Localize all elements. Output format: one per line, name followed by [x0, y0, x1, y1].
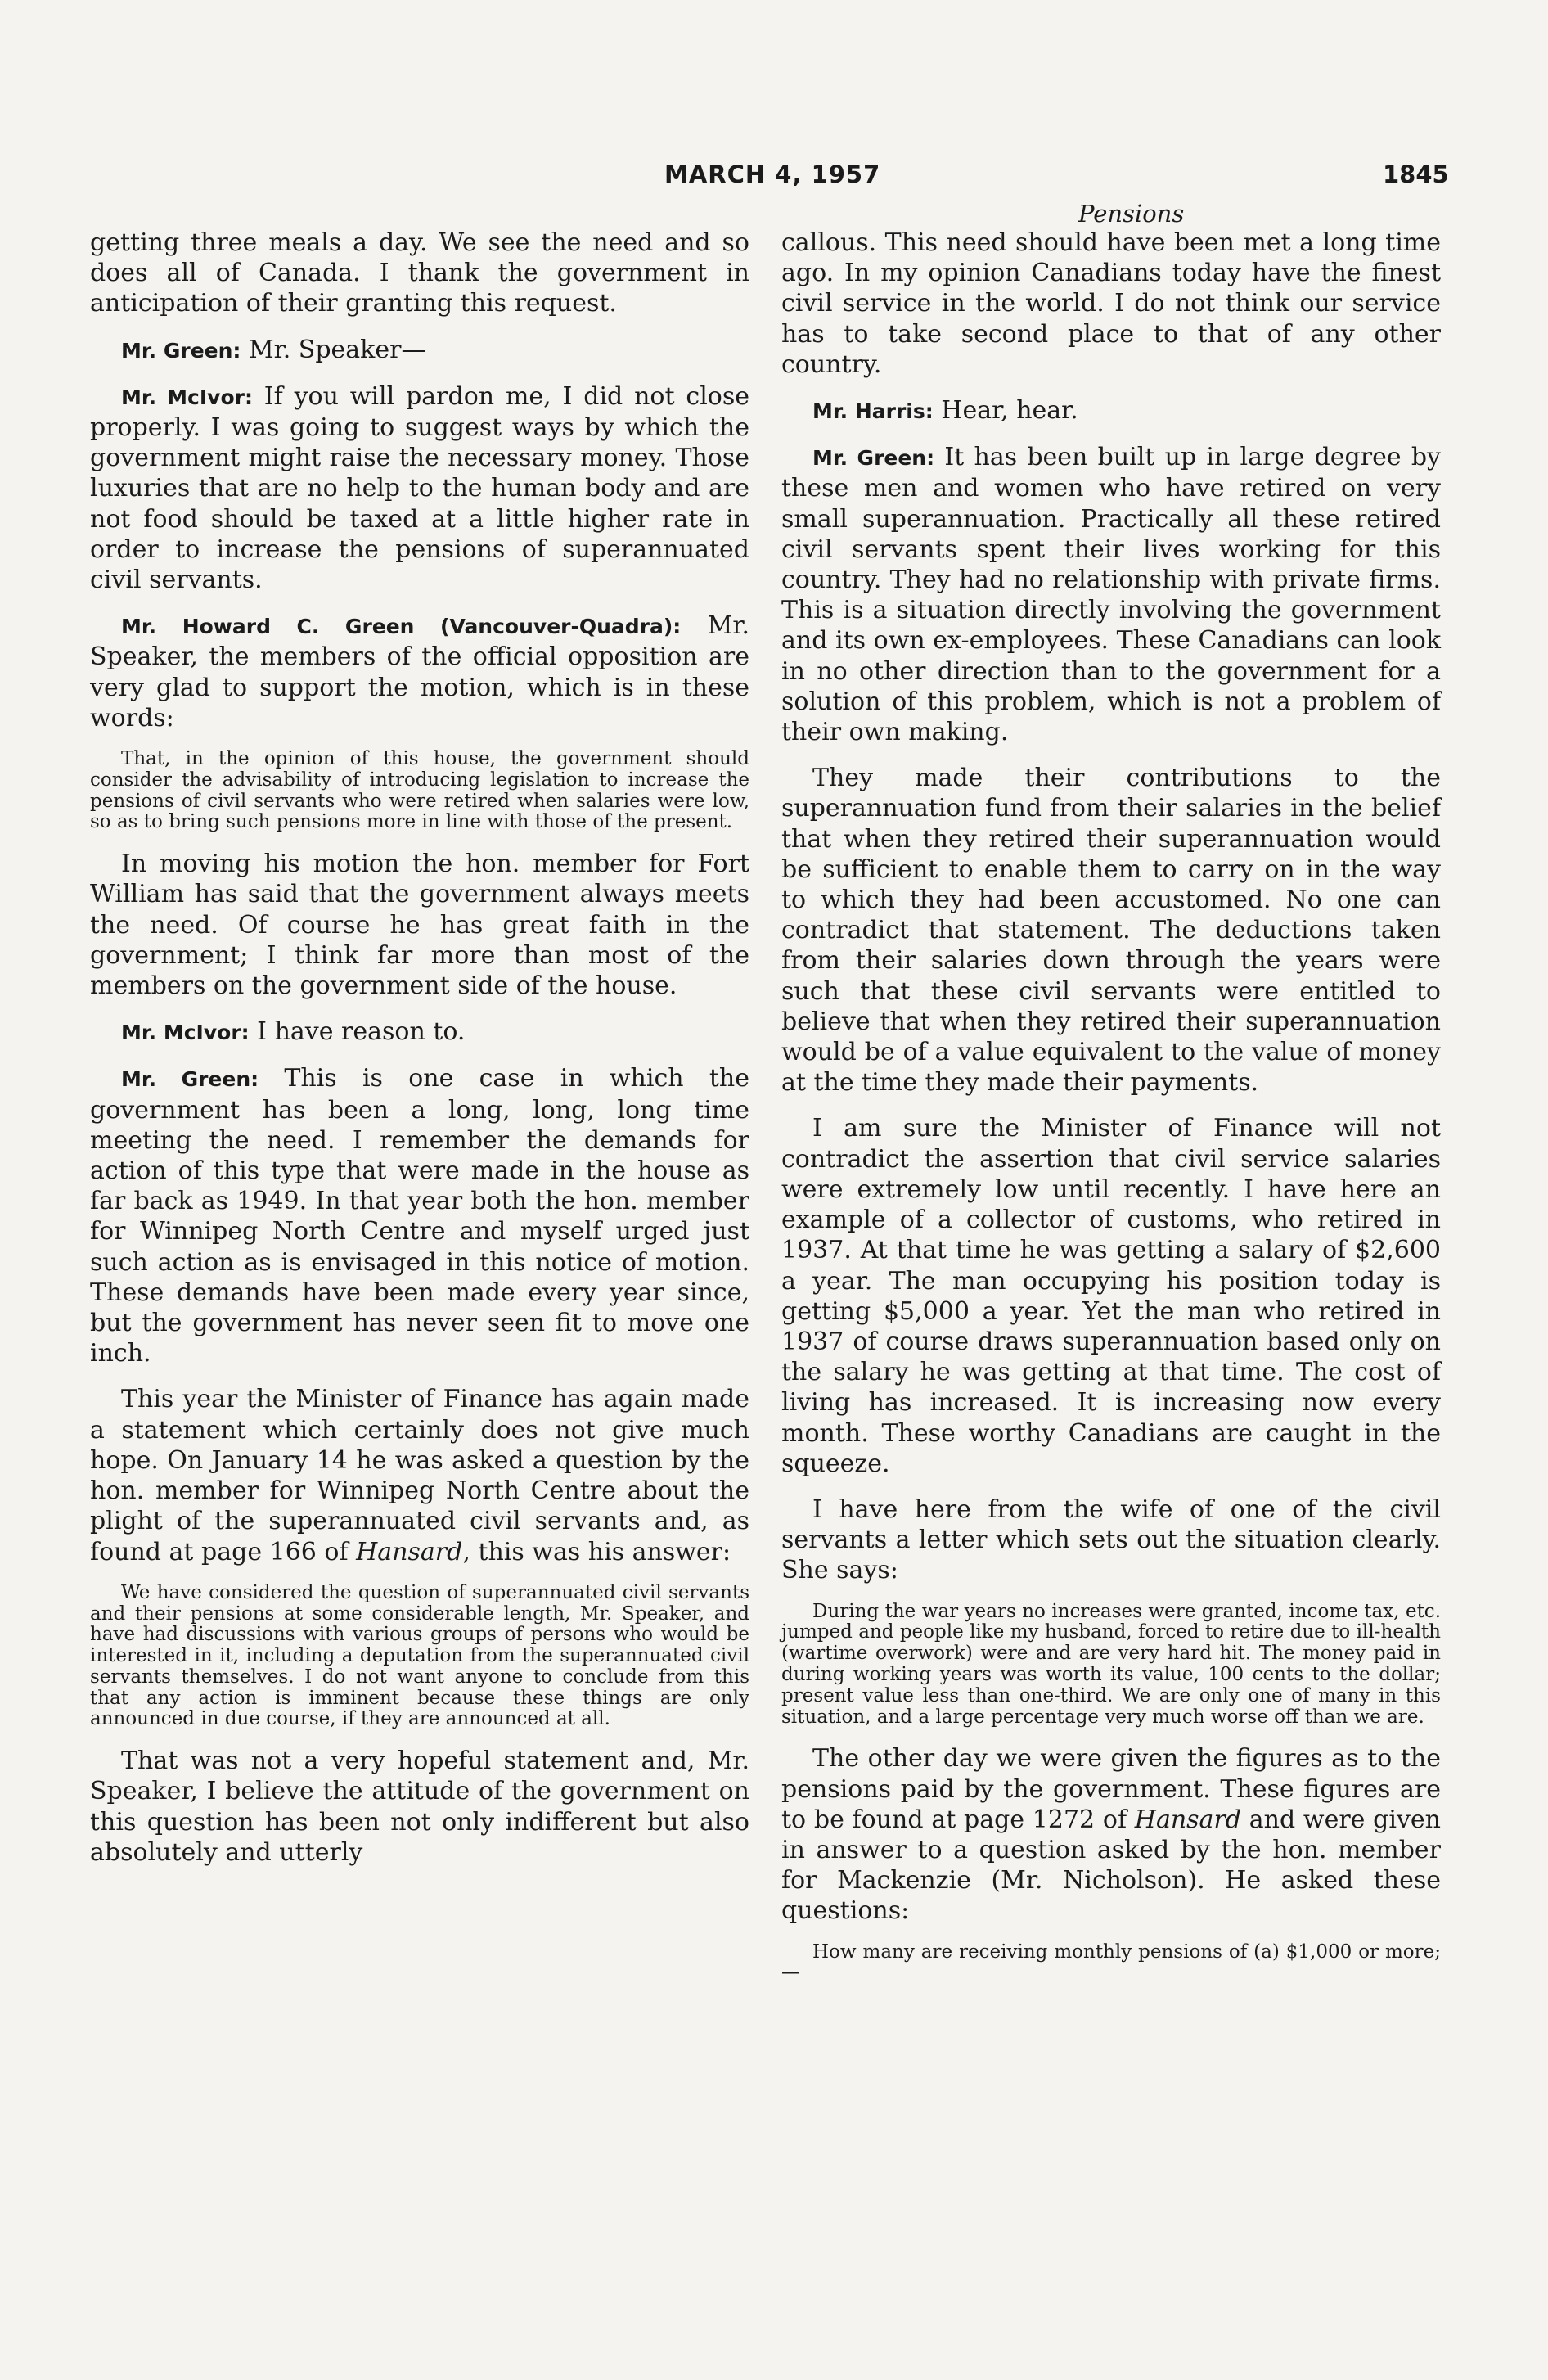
speaker-name: Mr. Howard C. Green (Vancouver-Quadra):: [121, 615, 682, 639]
paragraph: I am sure the Minister of Finance will not contradict the assertion that civil service salaries were extremely low until recently. I have here an example of a collector of customs, who retired in 1937. At that time he was getting a salary of $2,600 a year. The man occupying his position today is getting $5,000 a year. Yet the man who retired in 1937 of course draws superannuation based only on the salary he was getting at that time. The cost of living has increased. It is increasing now every month. These worthy Canadians are caught in the squeeze.: [781, 1114, 1441, 1478]
letter-quote: During the war years no increases were granted, income tax, etc. jumped and people like my husband, forced to retire due to ill-health (wartime overwork) were and are very hard hit. The money paid in during working years was worth its value, 100 cents to the dollar; present value less than one-third. We are only one of many in this situation, and a large percentage very much worse off than we are.: [781, 1600, 1441, 1728]
speaker-name: Mr. McIvor:: [121, 1021, 250, 1045]
paragraph: callous. This need should have been met a long time ago. In my opinion Canadians today have the finest civil service in the world. I do not think our service has to take second place to that of any other country.: [781, 228, 1441, 379]
motion-quote: That, in the opinion of this house, the government should consider the advisability of introducing legislation to increase the pensions of civil servants who were retired when salaries were low, so as to bring such pensions more in line with those of the present.: [90, 748, 749, 833]
speech-paragraph: [90, 1016, 749, 1048]
question-quote: How many are receiving monthly pensions of (a) $1,000 or more;—: [781, 1941, 1441, 1984]
paragraph: They made their contributions to the superannuation fund from their salaries in the belief that when they retired their superannuation would be sufficient to enable them to carry on in the way to which they had been accustomed. No one can contradict that statement. The deductions taken from their salaries down through the years were such that these civil servants were entitled to believe that when they retired their superannuation would be of a value equivalent to the value of money at the time they made their payments.: [781, 764, 1441, 1098]
speaker-name: Mr. McIvor:: [121, 385, 253, 409]
page-date: MARCH 4, 1957: [664, 160, 881, 188]
speech-text: Hear, hear.: [933, 396, 1078, 426]
speaker-name: Mr. Green:: [812, 446, 935, 471]
speech-text: Mr. Speaker, the members of the official opposition are very glad to support the motion, which is in these words:: [90, 611, 749, 732]
paragraph-text: This year the Minister of Finance has again made a statement which certainly does not give much hope. On January 14 he was asked a question by the hon. member for Winnipeg North Centre about the plight of the superannuated civil servants and, as found at page 166 of: [90, 1385, 749, 1566]
speech-text: This is one case in which the government has been a long, long, long time meeting the need. I remember the demands for action of this type that were made in the house as far back as 1949. In that year both the hon. member for Winnipeg North Centre and myself urged just such action as is envisaged in this notice of motion. These demands have been made every year since, but the government has never seen fit to move one inch.: [90, 1064, 749, 1368]
paragraph: getting three meals a day. We see the need and so does all of Canada. I thank the government in anticipation of their granting this request.: [90, 228, 749, 318]
paragraph-text: , this was his answer:: [462, 1537, 731, 1566]
paragraph-text: and were given in answer to a question asked by the hon. member for Mackenzie (Mr. Nicholson). He asked these questions:: [781, 1805, 1441, 1926]
hansard-citation: Hansard: [356, 1537, 463, 1566]
speech-text: Mr. Speaker—: [241, 335, 426, 364]
section-title: Pensions: [1078, 200, 1185, 228]
paragraph: [90, 1384, 749, 1566]
speech-text: If you will pardon me, I did not close properly. I was going to suggest ways by which the government might raise the necessary money. Those luxuries that are no help to the human body and are not food should be taxed at a little higher rate in order to increase the pensions of superannuated civil servants.: [90, 381, 749, 595]
hansard-citation: Hansard: [1134, 1805, 1241, 1834]
speaker-name: Mr. Green:: [121, 338, 241, 363]
speaker-name: Mr. Green:: [121, 1067, 259, 1092]
speech-paragraph: [781, 395, 1441, 426]
right-column: [781, 228, 1441, 1999]
speech-text: I have reason to.: [249, 1017, 466, 1047]
paragraph: That was not a very hopeful statement and, Mr. Speaker, I believe the attitude of the government on this question has been not only indifferent but also absolutely and utterly: [90, 1747, 749, 1867]
paragraph: [781, 1743, 1441, 1926]
left-column: [90, 228, 749, 1883]
page-number: 1845: [1383, 160, 1449, 188]
speech-paragraph: [781, 442, 1441, 747]
speech-paragraph: [90, 1063, 749, 1368]
minister-answer-quote: We have considered the question of superannuated civil servants and their pensions at some considerable length, Mr. Speaker, and have had discussions with various groups of persons who would be interested in it, including a deputation from the superannuated civil servants themselves. I do not want anyone to conclude from this that any action is imminent because these things are only announced in due course, if they are announced at all.: [90, 1581, 749, 1730]
speech-paragraph: [90, 335, 749, 366]
paragraph: I have here from the wife of one of the civil servants a letter which sets out the situation clearly. She says:: [781, 1494, 1441, 1585]
page-header: [0, 160, 1548, 228]
paragraph-text: The other day we were given the figures as to the pensions paid by the government. These figures are to be found at page 1272 of: [781, 1744, 1441, 1834]
speaker-name: Mr. Harris:: [812, 399, 934, 424]
speech-text: It has been built up in large degree by these men and women who have retired on very small superannuation. Practically all these retired civil servants spent their lives working for this country. They had no relationship with private firms. This is a situation directly involving the government and its own ex-employees. These Canadians can look in no other direction than to the government for a solution of this problem, which is not a problem of their own making.: [781, 443, 1441, 747]
paragraph: In moving his motion the hon. member for Fort William has said that the government always meets the need. Of course he has great faith in the government; I think far more than most of the members on the government side of the house.: [90, 850, 749, 1001]
speech-paragraph: [90, 381, 749, 595]
speech-paragraph: [90, 611, 749, 733]
